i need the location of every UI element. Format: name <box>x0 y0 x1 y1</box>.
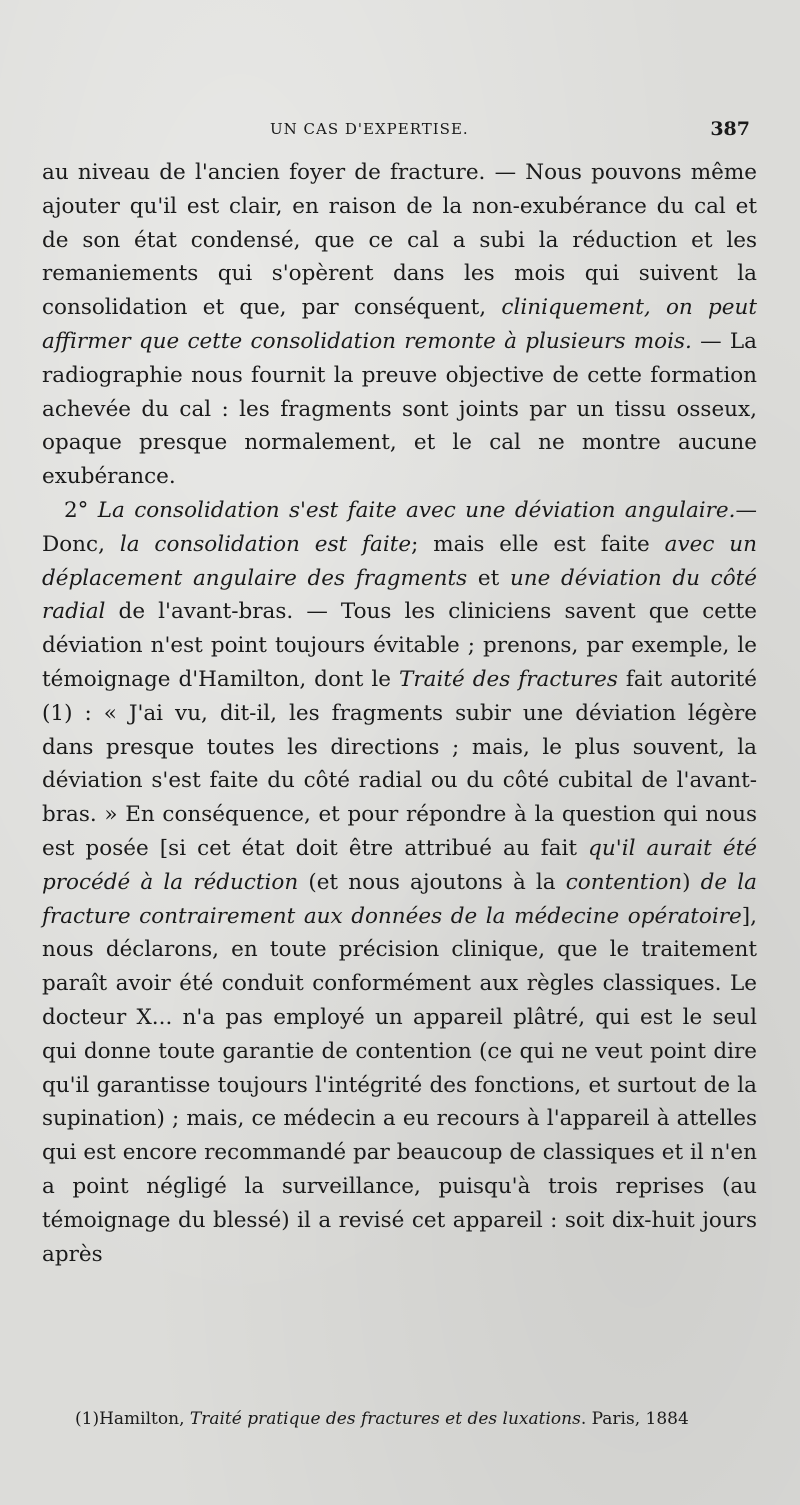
p1-text-a: au niveau de l'ancien foyer de fracture. — Nous pouvons même ajouter qu'il est clair, en raison de la non-exubérance du cal et de son état condensé, que ce cal a subi la réduction et les remaniements qui s'opèrent dans les mois qui suivent la consolidation et que, par conséquent, <box>42 160 757 321</box>
p2-italic-h: une déviation du côté radial <box>42 565 758 625</box>
footnote-work: Traité pratique des fractures et des luxations <box>189 1409 581 1429</box>
footnote <box>75 1408 765 1430</box>
footnote-place-year: . Paris, 1884 <box>580 1409 689 1429</box>
p2-italic-j: Traité des fractures <box>399 666 618 692</box>
p2-italic-f: avec un déplacement angulaire des fragments <box>42 531 757 591</box>
p2-italic-l: qu'il aurait été procédé à la réduction <box>42 835 757 895</box>
p2-text-e: ; mais elle est faite <box>411 531 665 557</box>
p1-text-c: — La radiographie nous fournit la preuve objective de cette formation achevée du cal : les fragments sont joints par un tissu osseux, opaque presque normalement, et le cal ne montre aucune exubérance. <box>42 328 758 490</box>
p2-text-q: ], nous déclarons, en toute précision clinique, que le traitement paraît avoir été conduit conformément aux règles classiques. Le docteur X... n'a pas employé un appareil plâtré, qui est le seul qui donne toute garantie de contention (ce qui ne veut point dire qu'il garantisse toujours l'intégrité des fonctions, et surtout de la supination) ; mais, ce médecin a eu recours à l'appareil à attelles qui est encore recommandé par beaucoup de classiques et il n'en a point négligé la surveillance, puisqu'à trois reprises (au témoignage du blessé) il a revisé cet appareil : soit dix-huit jours après <box>42 903 757 1267</box>
p2-text-g: et <box>467 565 510 591</box>
running-title: UN CAS D'EXPERTISE. <box>270 120 469 138</box>
body-text <box>42 156 757 1271</box>
p1-italic-b: cliniquement, on peut affirmer que cette consolidation remonte à plusieurs mois. <box>42 295 757 354</box>
p2-text-k: fait autorité (1) : « J'ai vu, dit-il, les fragments subir une déviation légère dans presque toutes les directions ; mais, le plus souvent, la déviation s'est faite du côté radial ou du côté cubital de l'avant-bras. » En conséquence, et pour répondre à la question qui nous est posée [si cet état doit être attribué au fait <box>42 666 757 861</box>
page-header <box>270 118 750 144</box>
p2-text-i: de l'avant-bras. — Tous les cliniciens savent que cette déviation n'est point toujours évitable ; prenons, par exemple, le témoignage d'Hamilton, dont le <box>42 599 757 692</box>
paragraph-2 <box>42 494 757 1271</box>
p2-italic-n: contention <box>565 869 683 895</box>
footnote-marker: (1) <box>75 1409 100 1429</box>
page-number: 387 <box>710 118 750 140</box>
paragraph-1 <box>42 156 757 494</box>
p2-italic-d: la consolidation est faite <box>119 531 412 557</box>
p2-text-c: —Donc, <box>42 497 757 557</box>
p2-italic-p: de la fracture contrairement aux données de la médecine opératoire <box>42 869 758 929</box>
p2-text-m: (et nous ajoutons à la <box>298 869 566 895</box>
p2-italic-b: La consolidation s'est faite avec une déviation angulaire. <box>97 497 736 523</box>
p2-text-o: ) <box>682 869 701 895</box>
p2-text-a: 2° <box>64 497 98 523</box>
footnote-author: Hamilton, <box>99 1409 190 1429</box>
